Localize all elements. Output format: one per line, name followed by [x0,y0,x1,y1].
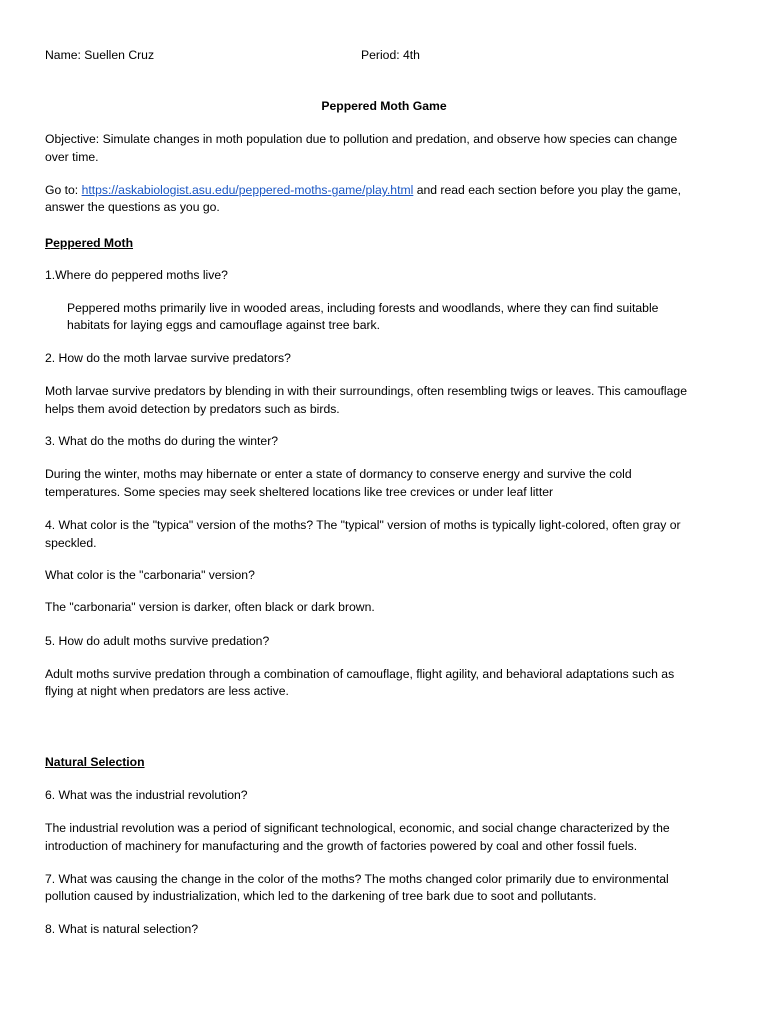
answer-5-line-1: Adult moths survive predation through a combination of camouflage, flight agility, and behavioral adaptations such as [45,667,675,681]
question-4-line-2: speckled. [45,536,97,550]
question-4b: What color is the "carbonaria" version? [45,568,255,582]
section-heading-natural-selection: Natural Selection [45,755,145,769]
answer-6-line-1: The industrial revolution was a period of significant technological, economic, and social change characterized by the [45,821,670,835]
answer-6-line-2: introduction of machinery for manufacturing and the growth of factories powered by coal and other fossil fuels. [45,839,638,853]
answer-2-line-2: helps them avoid detection by predators such as birds. [45,402,340,416]
page-title: Peppered Moth Game [321,99,447,113]
question-1: 1.Where do peppered moths live? [45,268,228,282]
student-name: Name: Suellen Cruz [45,48,155,62]
goto-line-2: answer the questions as you go. [45,200,220,214]
class-period: Period: 4th [361,48,420,62]
goto-prefix: Go to: [45,183,82,197]
answer-5-line-2: flying at night when predators are less active. [45,684,289,698]
question-7-line-1: 7. What was causing the change in the color of the moths? The moths changed color primarily due to environmental [45,872,669,886]
question-6: 6. What was the industrial revolution? [45,788,248,802]
question-7-line-2: pollution caused by industrialization, which led to the darkening of tree bark due to soot and pollutants. [45,889,597,903]
answer-2-line-1: Moth larvae survive predators by blending in with their surroundings, often resembling twigs or leaves. This camouflage [45,384,687,398]
objective-line-2: over time. [45,150,99,164]
answer-4b: The "carbonaria" version is darker, often black or dark brown. [45,600,375,614]
question-4-line-1: 4. What color is the "typica" version of the moths? The "typical" version of moths is typically light-colored, often gray or [45,518,681,532]
question-8: 8. What is natural selection? [45,922,199,936]
answer-1-line-2: habitats for laying eggs and camouflage against tree bark. [67,318,381,332]
answer-1-line-1: Peppered moths primarily live in wooded areas, including forests and woodlands, where they can find suitable [67,301,659,315]
question-5: 5. How do adult moths survive predation? [45,634,270,648]
answer-3-line-2: temperatures. Some species may seek sheltered locations like tree crevices or under leaf litter [45,485,554,499]
game-link[interactable]: https://askabiologist.asu.edu/peppered-moths-game/play.html [81,183,414,197]
goto-line [45,181,681,199]
question-2: 2. How do the moth larvae survive predators? [45,351,291,365]
objective-line-1: Objective: Simulate changes in moth population due to pollution and predation, and observe how species can change [45,132,678,146]
section-heading-peppered-moth: Peppered Moth [45,236,134,250]
question-3: 3. What do the moths do during the winter? [45,434,279,448]
answer-3-line-1: During the winter, moths may hibernate or enter a state of dormancy to conserve energy and survive the cold [45,467,632,481]
goto-suffix: and read each section before you play the game, [413,183,681,197]
